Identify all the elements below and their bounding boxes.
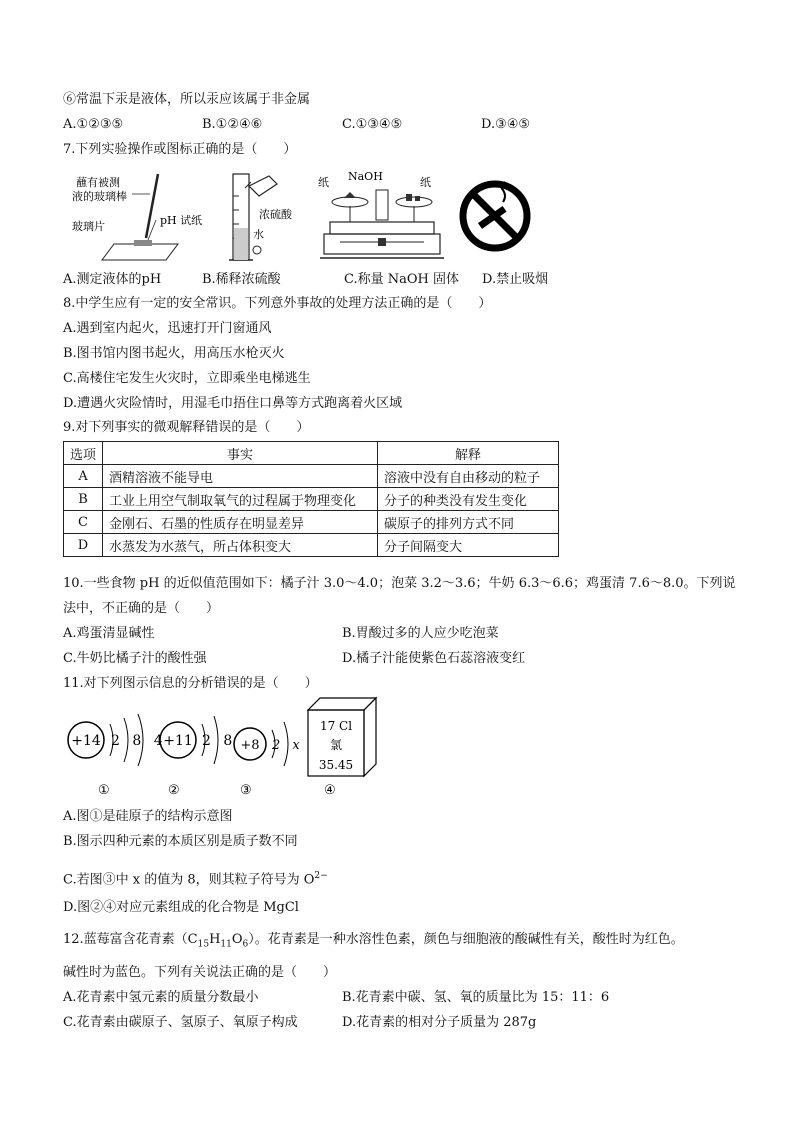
atom-diagram-3	[234, 722, 304, 798]
q10-option-a: A.鸡蛋清显碱性	[63, 626, 155, 641]
table-row	[64, 511, 559, 534]
q6-option-b: B.①②④⑥	[202, 117, 263, 132]
row-a-option: A	[64, 465, 103, 488]
element-name: 氯	[329, 738, 343, 752]
atom-1-nucleus: +14	[71, 733, 101, 749]
atom-3-label: ③	[240, 783, 252, 798]
q12-option-b: B.花青素中碳、氢、氧的质量比为 15：11：6	[342, 990, 610, 1005]
acid-bottle	[249, 176, 277, 196]
q12-stem-line-2: 碱性时为蓝色。下列有关说法正确的是（ ）	[63, 965, 337, 980]
q11-option-b: B.图示四种元素的本质区别是质子数不同	[63, 834, 298, 849]
q8-option-a: A.遇到室内起火，迅速打开门窗通风	[63, 321, 272, 336]
q9-stem: 9.对下列事实的微观解释错误的是（ ）	[63, 420, 310, 435]
left-pan	[332, 197, 368, 207]
q12-stem-line-1: 12.蓝莓富含花青素$(C_{15}H_{11}O_6)$。花青素是一种水溶性色素，颜色与细胞液的酸碱性有关，酸性时为红色。	[63, 932, 684, 950]
row-c-explanation: 碳原子的排列方式不同	[378, 511, 559, 534]
q7-option-d: D.禁止吸烟	[482, 272, 549, 287]
element-cell-chlorine	[308, 698, 376, 798]
atom-2-label: ②	[168, 783, 180, 798]
q12-option-a: A.花青素中氢元素的质量分数最小	[63, 990, 259, 1005]
no-smoking-sign	[457, 176, 533, 256]
fig-b-label-1: 浓硫酸	[259, 208, 292, 221]
row-a-explanation: 溶液中没有自由移动的粒子	[378, 465, 559, 488]
row-c-fact: 金刚石、石墨的性质存在明显差异	[103, 511, 378, 534]
element-mass: 35.45	[318, 758, 354, 772]
q10-stem-line-2: 法中，不正确的是（ ）	[63, 601, 220, 616]
atom-3-shells: 2 x	[272, 738, 304, 753]
fig-c-label-1: NaOH	[348, 170, 383, 183]
fig-a-label-3: 玻璃片	[72, 220, 105, 233]
glass-rod	[146, 174, 158, 238]
q6-option-a: A.①②③⑤	[63, 117, 124, 132]
atom-2-shells: 2 8	[202, 733, 237, 749]
atom-diagram-2	[160, 716, 236, 798]
fig-a-label-2: 液的玻璃棒	[72, 190, 127, 203]
table-row	[64, 465, 559, 488]
header-option: 选项	[64, 442, 103, 465]
row-a-fact: 酒精溶液不能导电	[103, 465, 378, 488]
row-b-option: B	[64, 488, 103, 511]
q11-stem: 11.对下列图示信息的分析错误的是（ ）	[63, 676, 318, 691]
atom-diagrams	[60, 696, 390, 802]
ph-test-figure	[70, 168, 203, 268]
atom-diagram-1	[68, 714, 167, 798]
element-label: ④	[324, 783, 336, 798]
header-fact: 事实	[103, 442, 378, 465]
header-explanation: 解释	[378, 442, 559, 465]
atom-1-label: ①	[98, 783, 110, 798]
table-header-row	[64, 442, 559, 465]
table-row	[64, 534, 559, 557]
element-number-symbol: 17 Cl	[319, 719, 353, 733]
q6-option-c: C.①③④⑤	[342, 117, 403, 132]
row-d-fact: 水蒸发为水蒸气，所占体积变大	[103, 534, 378, 557]
q10-stem-line-1: 10.一些食物 pH 的近似值范围如下：橘子汁 3.0～4.0；泡菜 3.2～3.6；牛奶 6.3～6.6；鸡蛋清 7.6～8.0。下列说	[63, 576, 736, 591]
fig-c-label-2: 纸	[318, 176, 329, 189]
fig-b-label-2: 水	[253, 228, 264, 241]
row-d-explanation: 分子间隔变大	[378, 534, 559, 557]
q7-option-a: A.测定液体的pH	[63, 272, 162, 287]
row-b-explanation: 分子的种类没有发生变化	[378, 488, 559, 511]
row-b-fact: 工业上用空气制取氧气的过程属于物理变化	[103, 488, 378, 511]
ph-paper	[134, 240, 152, 246]
q10-option-d: D.橘子汁能使紫色石蕊溶液变红	[342, 651, 526, 666]
table-row	[64, 488, 559, 511]
q10-option-c: C.牛奶比橘子汁的酸性强	[63, 651, 207, 666]
atom-2-nucleus: +11	[163, 733, 193, 749]
q8-option-c: C.高楼住宅发生火灾时，立即乘坐电梯逃生	[63, 371, 311, 386]
q6-option-d: D.③④⑤	[481, 117, 531, 132]
balance-column	[376, 190, 388, 220]
q8-stem: 8.中学生应有一定的安全常识。下列意外事故的处理方法正确的是（ ）	[63, 296, 492, 311]
fig-a-label-1: 蘸有被测	[76, 176, 120, 189]
fig-c-label-3: 纸	[420, 176, 431, 189]
q11-option-d: D.图②④对应元素组成的化合物是 MgCl	[63, 900, 299, 915]
q12-option-d: D.花青素的相对分子质量为 287g	[342, 1015, 537, 1030]
q7-option-b: B.稀释浓硫酸	[202, 272, 281, 287]
q9-table	[63, 441, 559, 557]
dilution-figure	[215, 166, 305, 268]
atom-3-nucleus: +8	[240, 738, 260, 753]
q6-statement-6: ⑥常温下汞是液体，所以汞应该属于非金属	[63, 92, 311, 107]
q11-option-c-charge: 2−	[314, 871, 328, 881]
row-c-option: C	[64, 511, 103, 534]
q11-option-a: A.图①是硅原子的结构示意图	[63, 809, 233, 824]
q8-option-d: D.遭遇火灾险情时，用湿毛巾捂住口鼻等方式跑离着火区域	[63, 396, 403, 411]
right-pan	[396, 197, 432, 207]
q7-stem: 7.下列实验操作或图标正确的是（ ）	[63, 142, 297, 157]
balance-figure	[320, 166, 445, 268]
atom-1-shells: 2 8 4	[111, 733, 167, 749]
glass-slide	[102, 244, 178, 260]
q8-option-b: B.图书馆内图书起火，用高压水枪灭火	[63, 346, 285, 361]
q7-option-c: C.称量 NaOH 固体	[344, 272, 460, 287]
fig-a-label-4: pH 试纸	[160, 214, 203, 227]
q12-option-c: C.花青素由碳原子、氢原子、氧原子构成	[63, 1015, 298, 1030]
q11-option-c	[63, 867, 328, 889]
q11-option-c-text: C.若图③中 x 的值为 8，则其粒子符号为 O	[63, 872, 315, 888]
q10-option-b: B.胃酸过多的人应少吃泡菜	[342, 626, 499, 641]
row-d-option: D	[64, 534, 103, 557]
